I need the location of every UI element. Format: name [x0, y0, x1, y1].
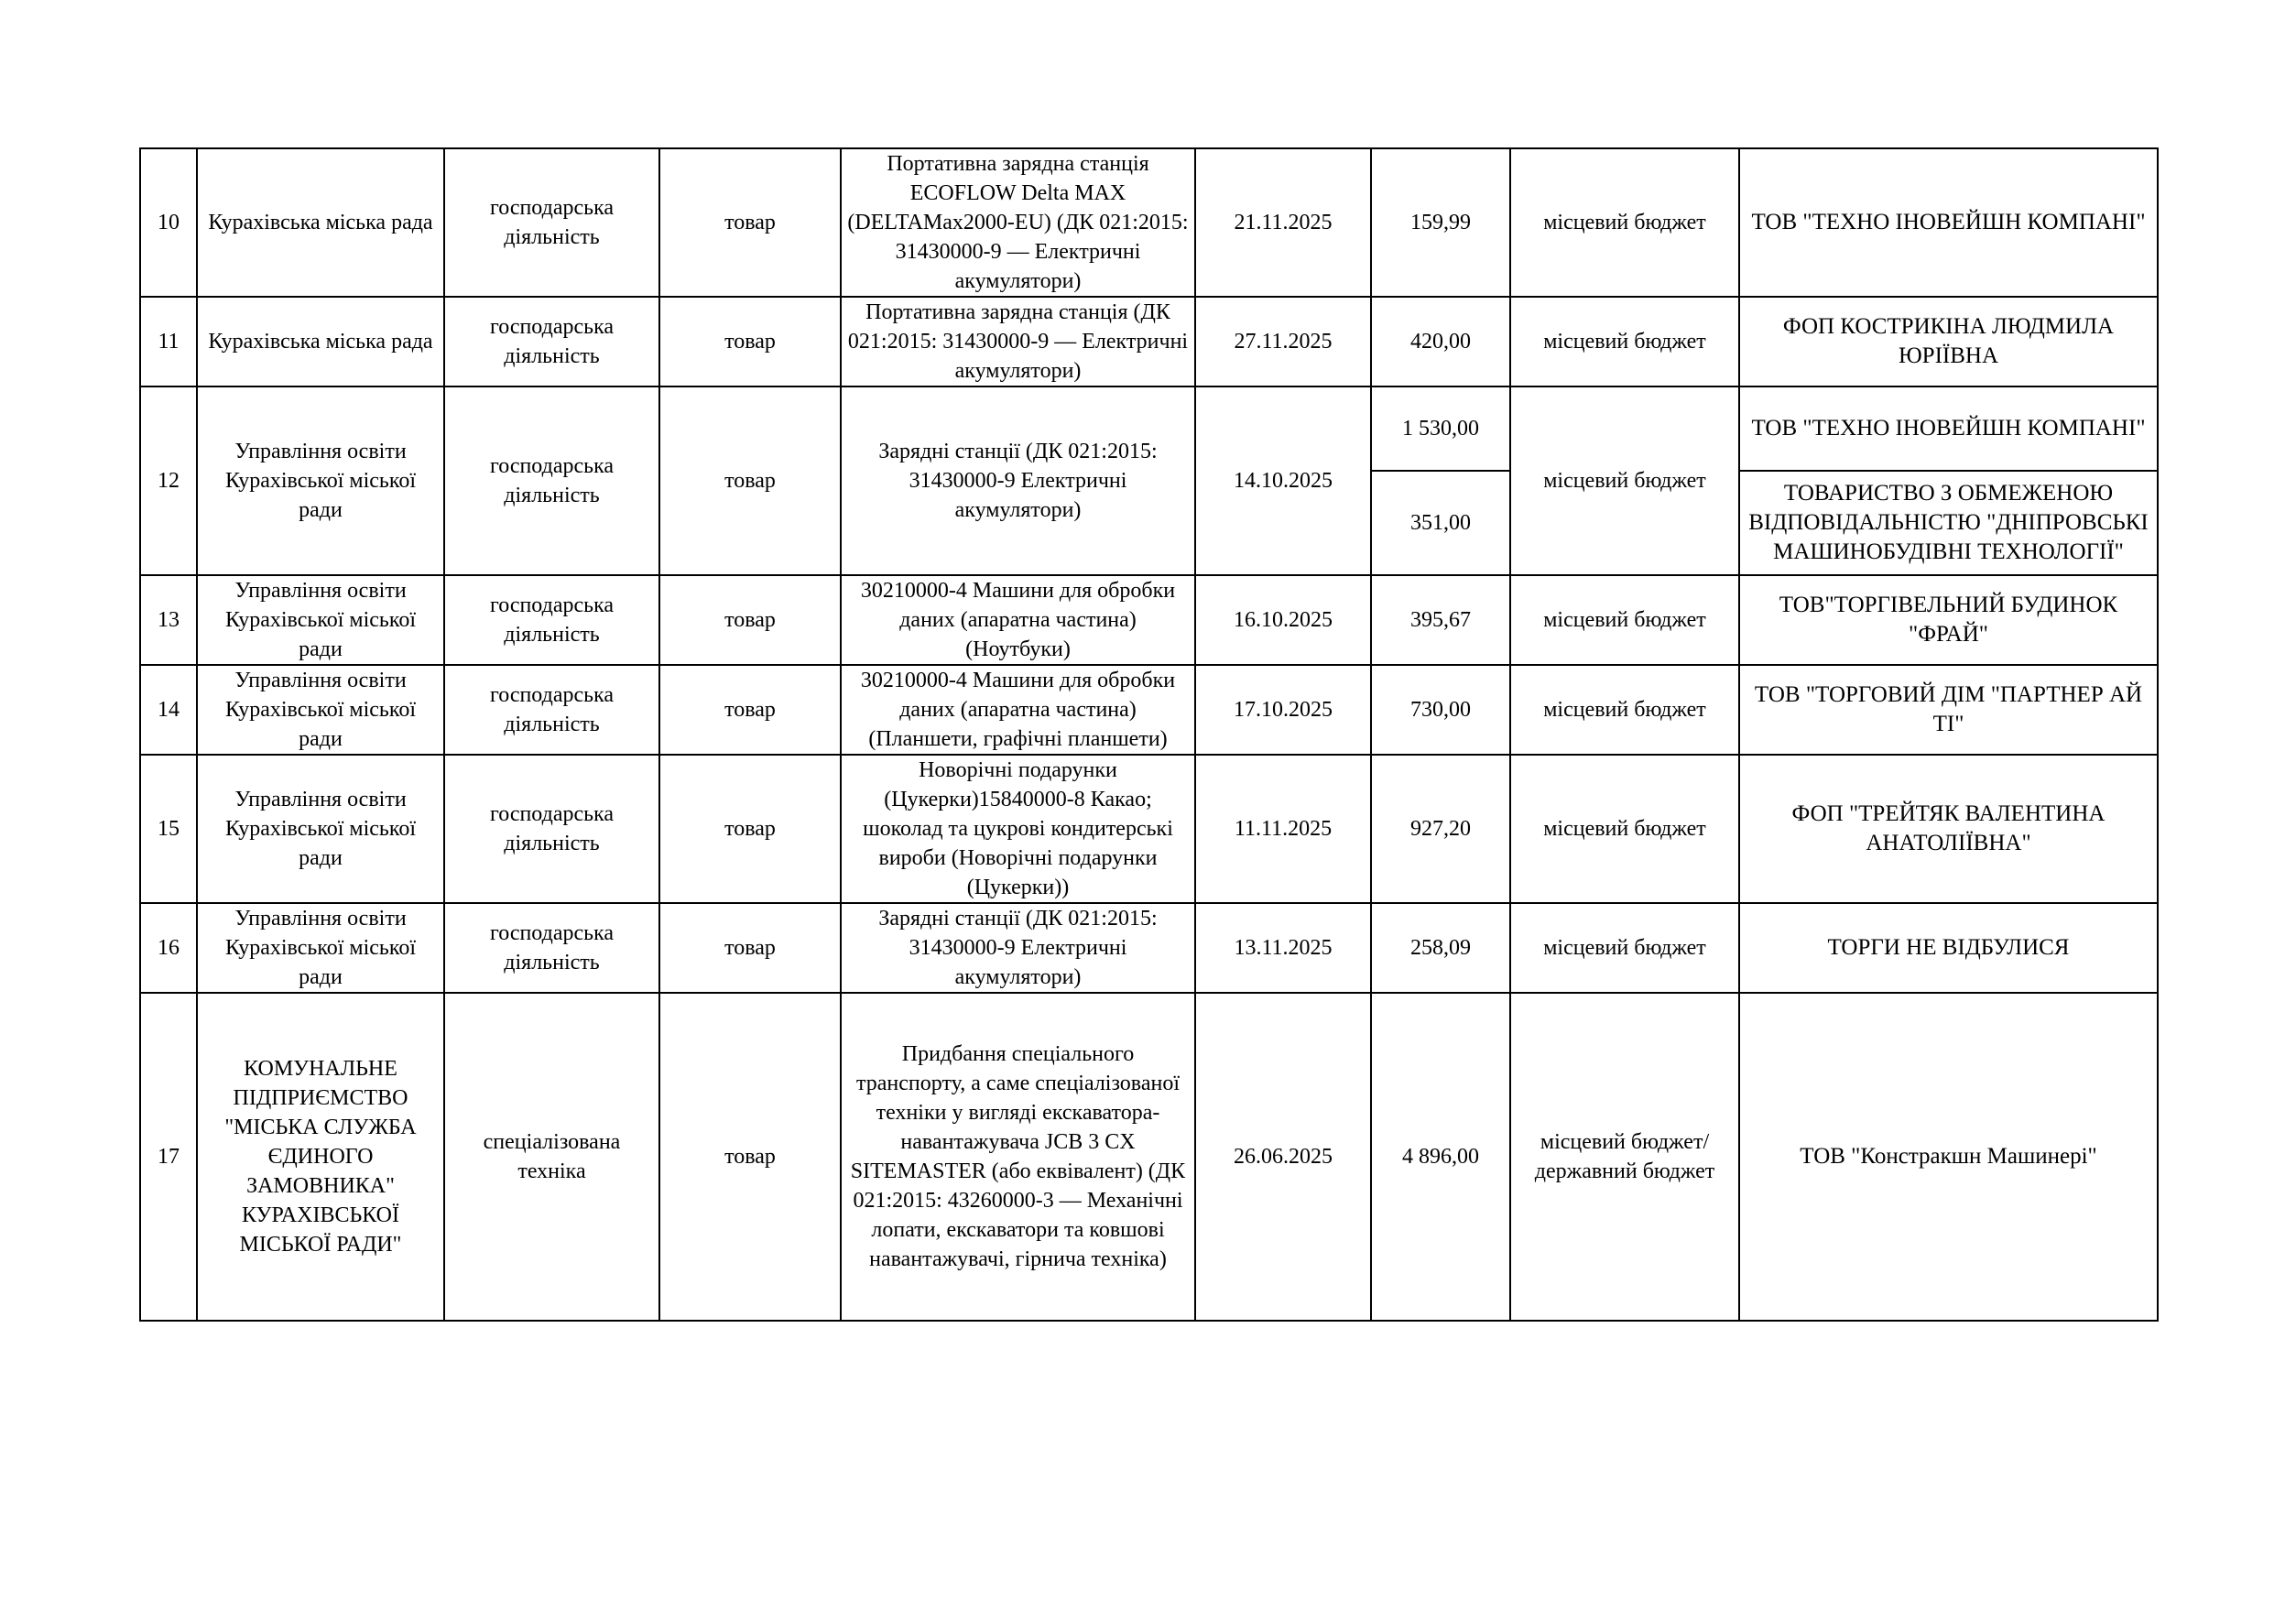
item-cell: Придбання спеціального транспорту, а саме спеціалізованої техніки у вигляді екскаватора-навантажувача JCB 3 CX SITEMASTER (або еквівалент) (ДК 021:2015: 43260000-3 — Механічні лопати, екскаватори та ковшові навантажувачі, гірнича техніка) — [841, 993, 1195, 1321]
date-cell: 17.10.2025 — [1195, 665, 1371, 755]
item-cell: Зарядні станції (ДК 021:2015: 31430000-9 Електричні акумулятори) — [841, 903, 1195, 993]
table-row — [140, 148, 2158, 297]
activity-cell: господарська діяльність — [444, 297, 659, 386]
type-cell: товар — [659, 575, 841, 665]
date-cell: 27.11.2025 — [1195, 297, 1371, 386]
date-cell: 16.10.2025 — [1195, 575, 1371, 665]
amount-cell: 927,20 — [1371, 755, 1510, 903]
winner-cell: ФОП КОСТРИКІНА ЛЮДМИЛА ЮРІЇВНА — [1739, 297, 2158, 386]
winner-cell: ТОВ "Констракшн Машинері" — [1739, 993, 2158, 1321]
date-cell: 26.06.2025 — [1195, 993, 1371, 1321]
activity-cell: господарська діяльність — [444, 148, 659, 297]
amount-cell: 420,00 — [1371, 297, 1510, 386]
row-number-cell: 10 — [140, 148, 197, 297]
table-row — [140, 993, 2158, 1321]
type-cell: товар — [659, 148, 841, 297]
item-cell: Зарядні станції (ДК 021:2015: 31430000-9 Електричні акумулятори) — [841, 386, 1195, 575]
date-cell: 11.11.2025 — [1195, 755, 1371, 903]
amount-cell: 159,99 — [1371, 148, 1510, 297]
item-cell: Новорічні подарунки (Цукерки)15840000-8 Какао; шоколад та цукрові кондитерські вироби (Новорічні подарунки (Цукерки)) — [841, 755, 1195, 903]
type-cell: товар — [659, 993, 841, 1321]
funding-cell: місцевий бюджет — [1510, 903, 1739, 993]
funding-cell: місцевий бюджет — [1510, 148, 1739, 297]
amount-cell: 395,67 — [1371, 575, 1510, 665]
date-cell: 13.11.2025 — [1195, 903, 1371, 993]
organization-cell: Управління освіти Курахівської міської ради — [197, 386, 444, 575]
organization-cell: КОМУНАЛЬНЕ ПІДПРИЄМСТВО "МІСЬКА СЛУЖБА ЄДИНОГО ЗАМОВНИКА" КУРАХІВСЬКОЇ МІСЬКОЇ РАДИ" — [197, 993, 444, 1321]
amount-cell: 1 530,00 — [1371, 386, 1510, 471]
table-row — [140, 903, 2158, 993]
activity-cell: господарська діяльність — [444, 575, 659, 665]
funding-cell: місцевий бюджет — [1510, 297, 1739, 386]
row-number-cell: 12 — [140, 386, 197, 575]
organization-cell: Управління освіти Курахівської міської ради — [197, 665, 444, 755]
organization-cell: Управління освіти Курахівської міської ради — [197, 755, 444, 903]
table-row — [140, 386, 2158, 471]
amount-cell: 258,09 — [1371, 903, 1510, 993]
activity-cell: господарська діяльність — [444, 755, 659, 903]
item-cell: Портативна зарядна станція ECOFLOW Delta MAX (DELTAMax2000-EU) (ДК 021:2015: 31430000-9 — Електричні акумулятори) — [841, 148, 1195, 297]
type-cell: товар — [659, 903, 841, 993]
amount-cell: 351,00 — [1371, 471, 1510, 575]
table-row — [140, 575, 2158, 665]
row-number-cell: 14 — [140, 665, 197, 755]
funding-cell: місцевий бюджет — [1510, 665, 1739, 755]
funding-cell: місцевий бюджет — [1510, 575, 1739, 665]
activity-cell: спеціалізована техніка — [444, 993, 659, 1321]
winner-cell: ТОВ "ТОРГОВИЙ ДІМ "ПАРТНЕР АЙ ТІ" — [1739, 665, 2158, 755]
organization-cell: Управління освіти Курахівської міської ради — [197, 903, 444, 993]
winner-cell: ТОРГИ НЕ ВІДБУЛИСЯ — [1739, 903, 2158, 993]
activity-cell: господарська діяльність — [444, 665, 659, 755]
date-cell: 14.10.2025 — [1195, 386, 1371, 575]
winner-cell: ТОВАРИСТВО З ОБМЕЖЕНОЮ ВІДПОВІДАЛЬНІСТЮ "ДНІПРОВСЬКІ МАШИНОБУДІВНІ ТЕХНОЛОГІЇ" — [1739, 471, 2158, 575]
row-number-cell: 13 — [140, 575, 197, 665]
row-number-cell: 15 — [140, 755, 197, 903]
row-number-cell: 11 — [140, 297, 197, 386]
item-cell: Портативна зарядна станція (ДК 021:2015: 31430000-9 — Електричні акумулятори) — [841, 297, 1195, 386]
amount-cell: 730,00 — [1371, 665, 1510, 755]
winner-cell: ТОВ"ТОРГІВЕЛЬНИЙ БУДИНОК "ФРАЙ" — [1739, 575, 2158, 665]
procurement-table — [139, 147, 2159, 1322]
funding-cell: місцевий бюджет — [1510, 755, 1739, 903]
row-number-cell: 16 — [140, 903, 197, 993]
amount-cell: 4 896,00 — [1371, 993, 1510, 1321]
type-cell: товар — [659, 386, 841, 575]
organization-cell: Курахівська міська рада — [197, 148, 444, 297]
funding-cell: місцевий бюджет — [1510, 386, 1739, 575]
organization-cell: Курахівська міська рада — [197, 297, 444, 386]
type-cell: товар — [659, 755, 841, 903]
winner-cell: ТОВ "ТЕХНО ІНОВЕЙШН КОМПАНІ" — [1739, 386, 2158, 471]
row-number-cell: 17 — [140, 993, 197, 1321]
winner-cell: ТОВ "ТЕХНО ІНОВЕЙШН КОМПАНІ" — [1739, 148, 2158, 297]
funding-cell: місцевий бюджет/державний бюджет — [1510, 993, 1739, 1321]
winner-cell: ФОП "ТРЕЙТЯК ВАЛЕНТИНА АНАТОЛІЇВНА" — [1739, 755, 2158, 903]
item-cell: 30210000-4 Машини для обробки даних (апаратна частина) (Планшети, графічні планшети) — [841, 665, 1195, 755]
type-cell: товар — [659, 297, 841, 386]
activity-cell: господарська діяльність — [444, 386, 659, 575]
organization-cell: Управління освіти Курахівської міської ради — [197, 575, 444, 665]
table-row — [140, 665, 2158, 755]
type-cell: товар — [659, 665, 841, 755]
table-row — [140, 755, 2158, 903]
activity-cell: господарська діяльність — [444, 903, 659, 993]
date-cell: 21.11.2025 — [1195, 148, 1371, 297]
table-row — [140, 297, 2158, 386]
item-cell: 30210000-4 Машини для обробки даних (апаратна частина) (Ноутбуки) — [841, 575, 1195, 665]
